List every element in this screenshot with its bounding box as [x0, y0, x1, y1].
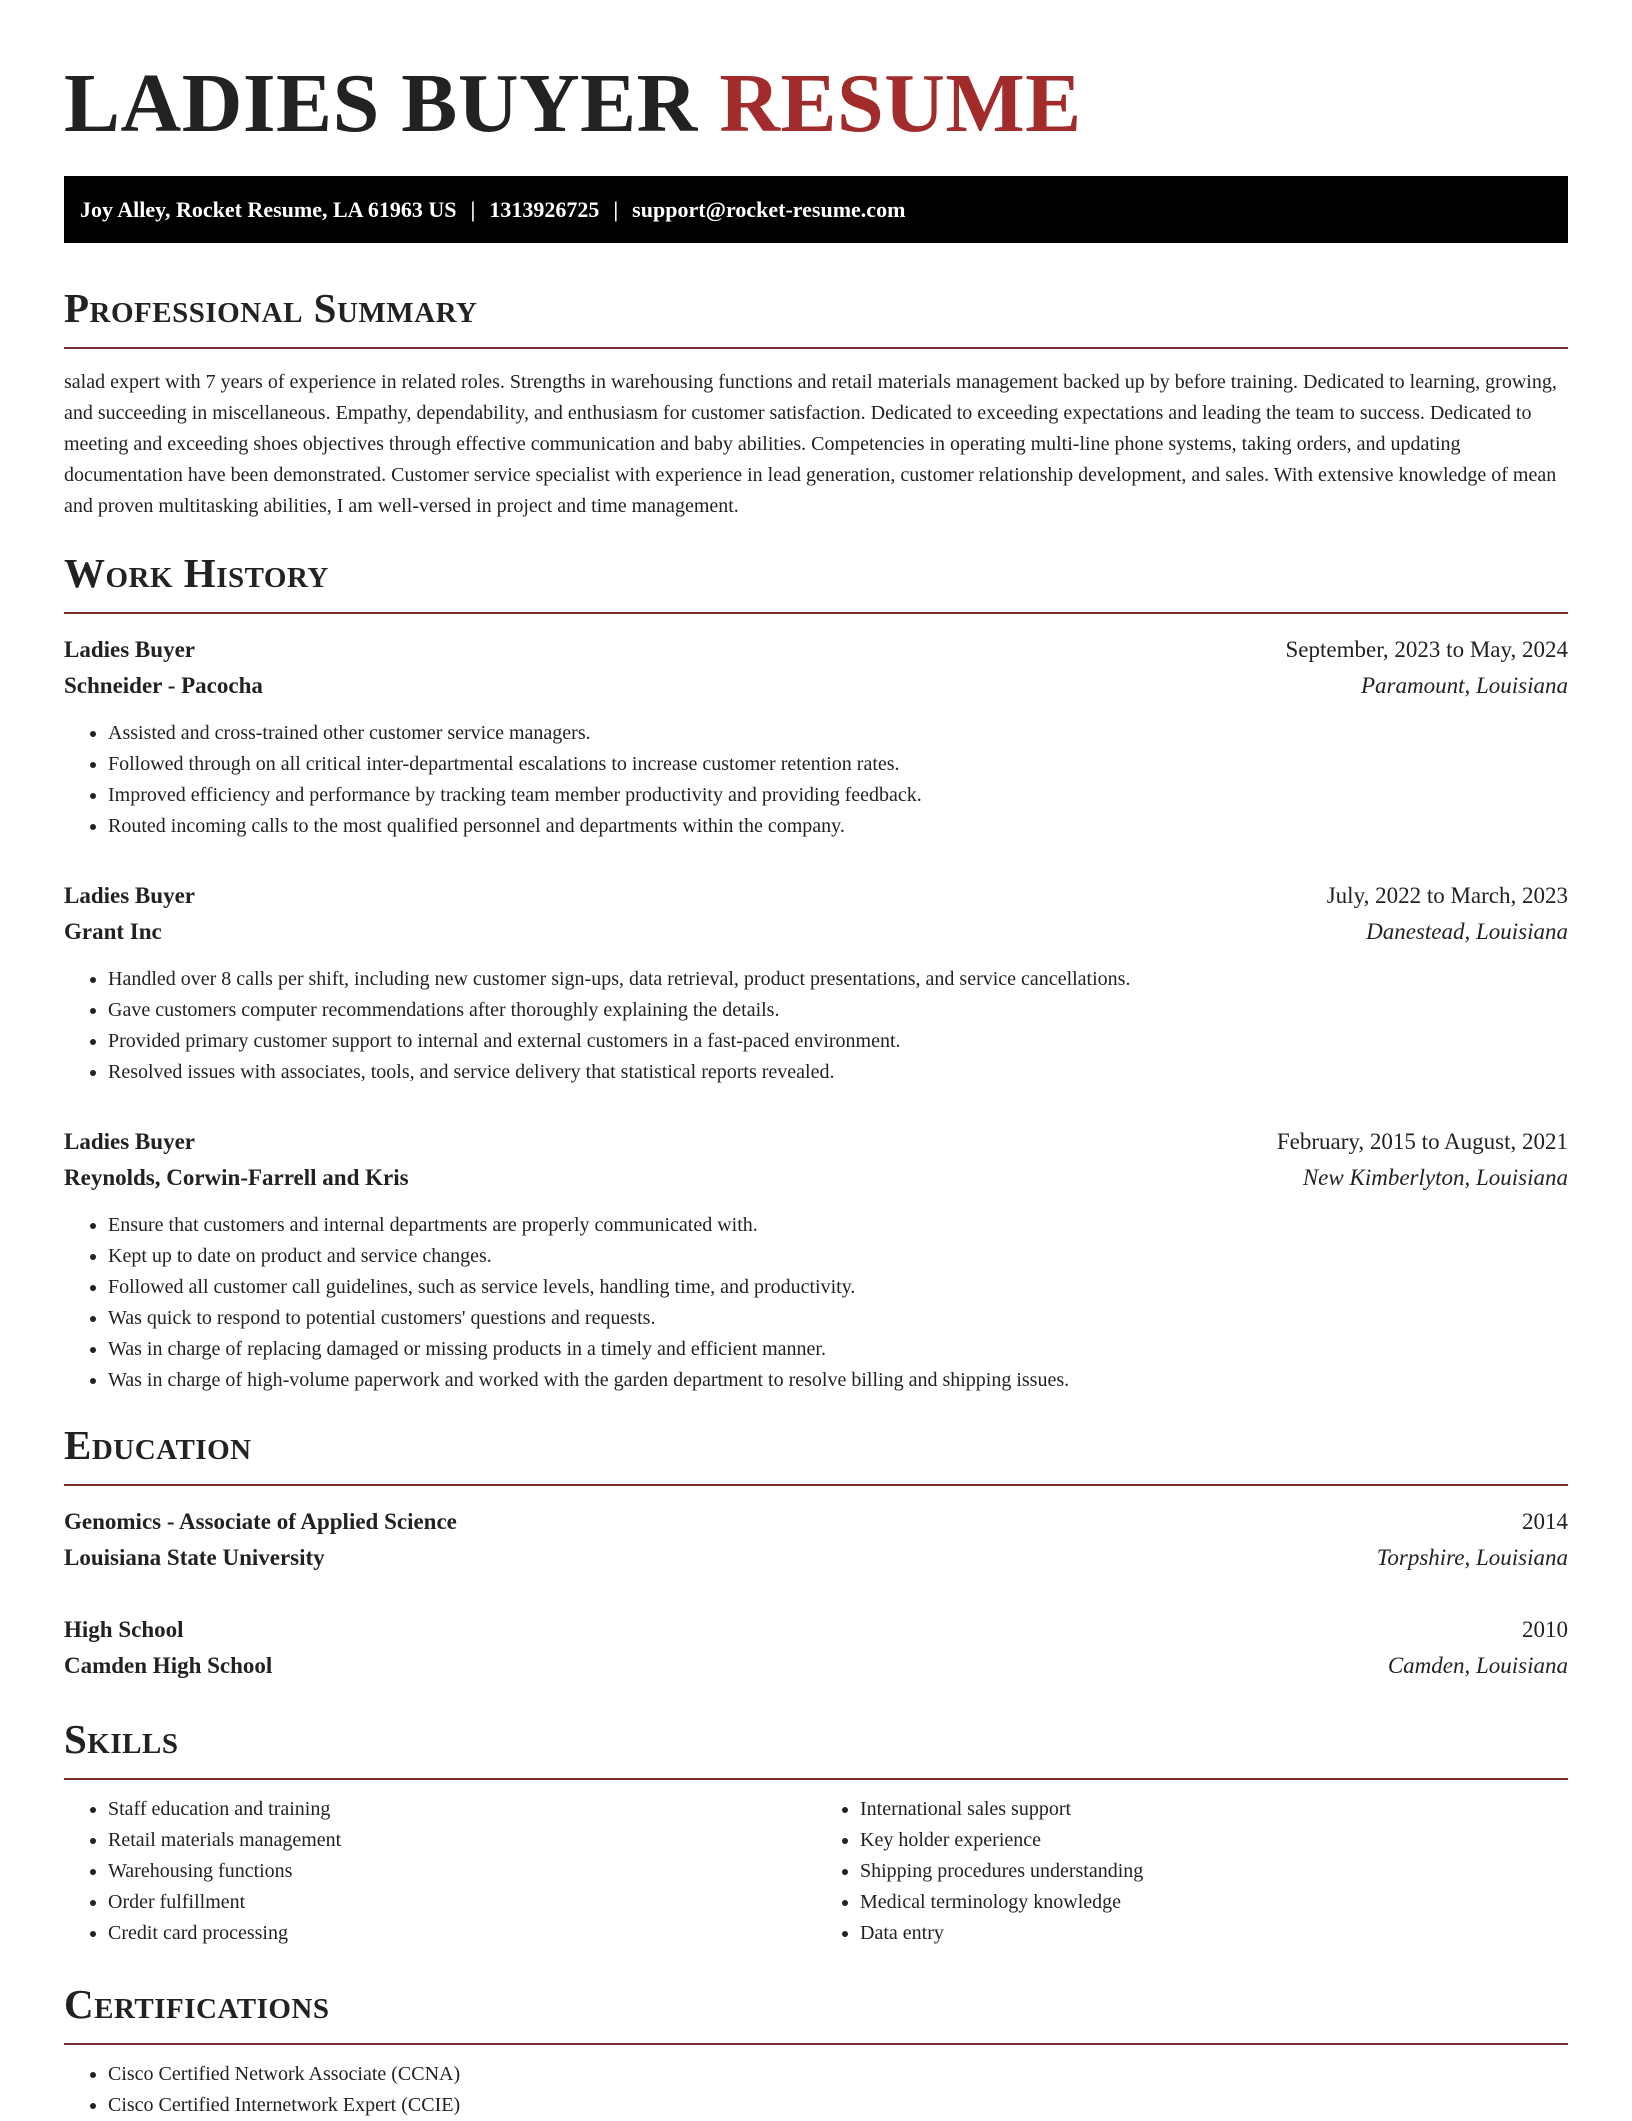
job-bullet: • Gave customers computer recommendations after thoroughly explaining the details. [108, 995, 1568, 1026]
job-company: Reynolds, Corwin-Farrell and Kris [64, 1165, 409, 1190]
certification-item: • Cisco Certified Network Associate (CCNA) [108, 2059, 1568, 2090]
education-school: Camden High School [64, 1653, 273, 1678]
skill-item: • Medical terminology knowledge [860, 1887, 1568, 1918]
job-title: Ladies Buyer [64, 883, 195, 908]
job-entry [64, 1124, 1568, 1396]
job-bullet: • Followed through on all critical inter-departmental escalations to increase customer retention rates. [108, 749, 1568, 780]
job-dates: September, 2023 to May, 2024 [1285, 637, 1568, 662]
education-entry [64, 1504, 1568, 1576]
job-bullet: • Assisted and cross-trained other customer service managers. [108, 718, 1568, 749]
certification-item: • Cisco Certified Internetwork Expert (CCIE) [108, 2090, 1568, 2121]
job-bullet: • Was quick to respond to potential customers' questions and requests. [108, 1303, 1568, 1334]
education-heading: Education [64, 1420, 1568, 1486]
job-location: New Kimberlyton, Louisiana [1302, 1165, 1568, 1190]
certifications-section [64, 1979, 1568, 2121]
job-entry [64, 632, 1568, 842]
skill-item: • Retail materials management [108, 1825, 816, 1856]
job-bullets [64, 1210, 1568, 1396]
education-year: 2014 [1522, 1509, 1568, 1534]
skills-list-right [816, 1794, 1568, 1949]
job-bullet: • Was in charge of replacing damaged or missing products in a timely and efficient manner. [108, 1334, 1568, 1365]
contact-email: support@rocket-resume.com [632, 197, 906, 222]
skill-item: • Order fulfillment [108, 1887, 816, 1918]
skills-section [64, 1714, 1568, 1949]
job-dates: July, 2022 to March, 2023 [1326, 883, 1568, 908]
job-company: Grant Inc [64, 919, 162, 944]
skills-heading: Skills [64, 1714, 1568, 1780]
education-location: Camden, Louisiana [1387, 1653, 1568, 1678]
contact-address: Joy Alley, Rocket Resume, LA 61963 US [80, 197, 457, 222]
title-accent: RESUME [719, 57, 1082, 150]
education-entry [64, 1612, 1568, 1684]
skills-list-left [64, 1794, 816, 1949]
job-entry [64, 878, 1568, 1088]
skill-item: • Staff education and training [108, 1794, 816, 1825]
contact-phone: 1313926725 [489, 197, 600, 222]
summary-heading: Professional Summary [64, 283, 1568, 349]
job-bullet: • Was in charge of high-volume paperwork and worked with the garden department to resolve billing and shipping issues. [108, 1365, 1568, 1396]
education-school: Louisiana State University [64, 1545, 325, 1570]
contact-separator: | [613, 197, 619, 222]
summary-section [64, 283, 1568, 522]
skills-grid [64, 1794, 1568, 1949]
skill-item: • Key holder experience [860, 1825, 1568, 1856]
education-degree: Genomics - Associate of Applied Science [64, 1509, 457, 1534]
job-bullet: • Ensure that customers and internal departments are properly communicated with. [108, 1210, 1568, 1241]
work-history-heading: Work History [64, 548, 1568, 614]
job-bullet: • Provided primary customer support to internal and external customers in a fast-paced environment. [108, 1026, 1568, 1057]
skill-item: • Credit card processing [108, 1918, 816, 1949]
skill-item: • Shipping procedures understanding [860, 1856, 1568, 1887]
job-bullet: • Routed incoming calls to the most qualified personnel and departments within the company. [108, 811, 1568, 842]
work-history-section [64, 548, 1568, 1396]
job-company: Schneider - Pacocha [64, 673, 263, 698]
job-bullet: • Resolved issues with associates, tools, and service delivery that statistical reports revealed. [108, 1057, 1568, 1088]
job-dates: February, 2015 to August, 2021 [1276, 1129, 1568, 1154]
job-location: Paramount, Louisiana [1360, 673, 1568, 698]
job-bullet: • Kept up to date on product and service changes. [108, 1241, 1568, 1272]
education-location: Torpshire, Louisiana [1376, 1545, 1568, 1570]
skill-item: • Data entry [860, 1918, 1568, 1949]
job-bullets [64, 964, 1568, 1088]
contact-separator: | [470, 197, 476, 222]
education-degree: High School [64, 1617, 184, 1642]
job-bullet: • Followed all customer call guidelines, such as service levels, handling time, and productivity. [108, 1272, 1568, 1303]
skill-item: • Warehousing functions [108, 1856, 816, 1887]
resume-title [64, 0, 1568, 152]
skill-item: • International sales support [860, 1794, 1568, 1825]
certifications-heading: Certifications [64, 1979, 1568, 2045]
education-year: 2010 [1522, 1617, 1568, 1642]
job-title: Ladies Buyer [64, 637, 195, 662]
job-location: Danestead, Louisiana [1366, 919, 1568, 944]
job-title: Ladies Buyer [64, 1129, 195, 1154]
summary-text: salad expert with 7 years of experience in related roles. Strengths in warehousing functions and retail materials management backed up by before training. Dedicated to learning, growing, and succeeding in miscellaneous. Empathy, dependability, and enthusiasm for customer satisfaction. Dedicated to exceeding expectations and leading the team to success. Dedicated to meeting and exceeding shoes objectives through effective communication and baby abilities. Competencies in operating multi-line phone systems, taking orders, and updating documentation have been demonstrated. Customer service specialist with experience in lead generation, customer relationship development, and sales. With extensive knowledge of mean and proven multitasking abilities, I am well-versed in project and time management. [64, 371, 1557, 517]
job-bullet: • Improved efficiency and performance by tracking team member productivity and providing feedback. [108, 780, 1568, 811]
education-section [64, 1420, 1568, 1684]
job-bullets [64, 718, 1568, 842]
contact-bar [64, 176, 1568, 243]
title-main: LADIES BUYER [64, 57, 698, 150]
job-bullet: • Handled over 8 calls per shift, including new customer sign-ups, data retrieval, product presentations, and service cancellations. [108, 964, 1568, 995]
